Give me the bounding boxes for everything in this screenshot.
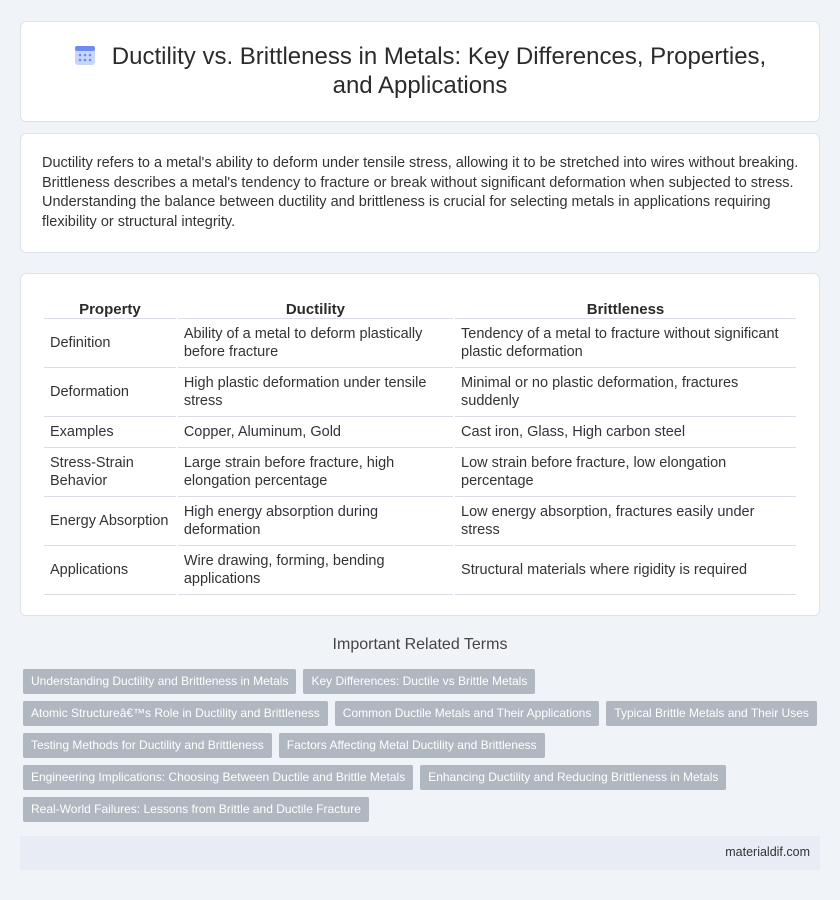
table-cell-ductility: High energy absorption during deformation <box>178 497 453 546</box>
table-cell-property: Definition <box>44 319 176 368</box>
page-title: Ductility vs. Brittleness in Metals: Key Differences, Properties, and Applications <box>111 43 767 99</box>
table-cell-brittleness: Minimal or no plastic deformation, fractures suddenly <box>455 368 796 417</box>
table-cell-brittleness: Low energy absorption, fractures easily under stress <box>455 497 796 546</box>
table-cell-property: Energy Absorption <box>44 497 176 546</box>
table-cell-property: Stress-Strain Behavior <box>44 448 176 497</box>
tag-row <box>23 797 823 822</box>
table-cell-brittleness: Cast iron, Glass, High carbon steel <box>455 417 796 448</box>
table-cell-brittleness: Structural materials where rigidity is required <box>455 546 796 595</box>
footer-site-link[interactable]: materialdif.com <box>725 845 810 859</box>
title-card <box>20 21 820 122</box>
footer <box>20 836 820 870</box>
table-row <box>44 497 796 546</box>
related-term-link[interactable]: Common Ductile Metals and Their Applications <box>335 701 600 726</box>
related-term-link[interactable]: Key Differences: Ductile vs Brittle Metals <box>303 669 535 694</box>
related-term-link[interactable]: Testing Methods for Ductility and Brittleness <box>23 733 272 758</box>
related-term-link[interactable]: Enhancing Ductility and Reducing Brittleness in Metals <box>420 765 726 790</box>
tag-row <box>23 701 823 726</box>
intro-card <box>20 133 820 253</box>
header-ductility: Ductility <box>178 296 453 319</box>
page-title-container <box>21 42 819 100</box>
table-cell-ductility: Large strain before fracture, high elongation percentage <box>178 448 453 497</box>
table-cell-brittleness: Low strain before fracture, low elongation percentage <box>455 448 796 497</box>
table-cell-ductility: Ability of a metal to deform plastically before fracture <box>178 319 453 368</box>
table-row <box>44 319 796 368</box>
table-cell-ductility: Copper, Aluminum, Gold <box>178 417 453 448</box>
table-row <box>44 546 796 595</box>
related-term-link[interactable]: Factors Affecting Metal Ductility and Brittleness <box>279 733 545 758</box>
related-terms-list <box>23 669 823 829</box>
table-cell-ductility: High plastic deformation under tensile stress <box>178 368 453 417</box>
table-cell-brittleness: Tendency of a metal to fracture without significant plastic deformation <box>455 319 796 368</box>
table-row <box>44 368 796 417</box>
related-term-link[interactable]: Real-World Failures: Lessons from Brittle and Ductile Fracture <box>23 797 369 822</box>
comparison-card <box>20 273 820 616</box>
table-row <box>44 448 796 497</box>
intro-paragraph: Ductility refers to a metal's ability to deform under tensile stress, allowing it to be stretched into wires without breaking. Brittleness describes a metal's tendency to fracture or break without significant deformation when subjected to stress. Understanding the balance between ductility and brittleness is crucial for selecting metals in applications requiring flexibility or structural integrity. <box>42 155 799 230</box>
tag-row <box>23 765 823 790</box>
table-cell-property: Examples <box>44 417 176 448</box>
table-cell-ductility: Wire drawing, forming, bending applications <box>178 546 453 595</box>
tag-row <box>23 669 823 694</box>
header-property: Property <box>44 296 176 319</box>
calendar-icon <box>74 44 96 66</box>
header-brittleness: Brittleness <box>455 296 796 319</box>
comparison-table <box>42 296 798 595</box>
related-terms-heading: Important Related Terms <box>332 636 508 653</box>
table-row <box>44 417 796 448</box>
related-term-link[interactable]: Engineering Implications: Choosing Between Ductile and Brittle Metals <box>23 765 413 790</box>
table-header-row <box>44 296 796 319</box>
tag-row <box>23 733 823 758</box>
table-cell-property: Applications <box>44 546 176 595</box>
related-term-link[interactable]: Understanding Ductility and Brittleness in Metals <box>23 669 296 694</box>
related-term-link[interactable]: Typical Brittle Metals and Their Uses <box>606 701 817 726</box>
related-term-link[interactable]: Atomic Structureâ€™s Role in Ductility and Brittleness <box>23 701 328 726</box>
table-cell-property: Deformation <box>44 368 176 417</box>
